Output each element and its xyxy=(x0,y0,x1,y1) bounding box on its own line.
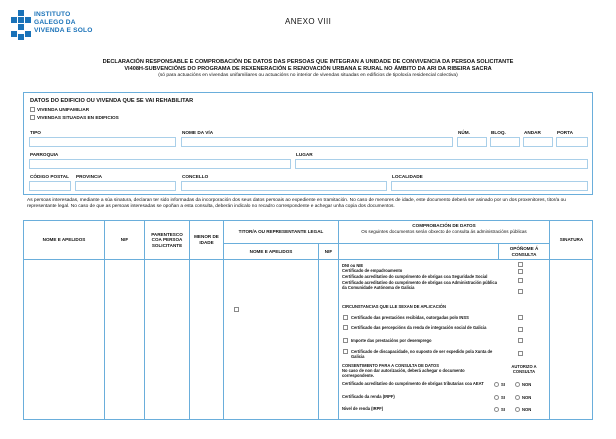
circunstancia-item: Certificado das prestacións recibidas, outorgadas polo INSS xyxy=(351,315,469,320)
si-label: SI xyxy=(501,382,505,387)
oponse-checkbox[interactable] xyxy=(518,262,523,267)
codigo-postal-field[interactable] xyxy=(29,181,71,191)
circunstancia-checkbox[interactable] xyxy=(343,315,348,320)
edificio-section xyxy=(23,92,593,195)
oponse-checkbox[interactable] xyxy=(518,278,523,283)
num-label: NÚM. xyxy=(458,130,470,135)
andar-label: ANDAR xyxy=(524,130,541,135)
option-edificios[interactable] xyxy=(30,115,119,120)
localidade-field[interactable] xyxy=(391,181,588,191)
member-parentesco-cell[interactable] xyxy=(145,260,189,420)
circunstancia-checkbox[interactable] xyxy=(343,325,348,330)
col-parentesco: PARENTESCO COA PERSOA SOLICITANTE xyxy=(151,231,183,248)
circunstancia-item: Certificado de discapacidade, no suposto de ser expedido pola Xunta de Galicia xyxy=(351,349,493,359)
consent-doc: Certificado da renda (IRPF) xyxy=(342,394,395,399)
si-label: SI xyxy=(501,395,505,400)
oponse-checkbox[interactable] xyxy=(518,289,523,294)
num-field[interactable] xyxy=(457,137,487,147)
parroquia-field[interactable] xyxy=(29,159,291,169)
bloq-field[interactable] xyxy=(490,137,520,147)
tipo-label: TIPO xyxy=(30,130,41,135)
non-radio[interactable] xyxy=(515,382,520,387)
non-radio[interactable] xyxy=(515,395,520,400)
col-nome: NOME E APELIDOS xyxy=(42,237,86,243)
provincia-field[interactable] xyxy=(75,181,176,191)
consent-radio-group xyxy=(494,382,531,387)
consent-radio-group xyxy=(494,407,531,412)
checkbox-unifamiliar[interactable] xyxy=(30,107,35,112)
doc-item: DNI ou NIE xyxy=(342,263,364,268)
col-menor: MENOR DE IDADE xyxy=(194,234,219,245)
consent-doc: Certificado acreditativo do cumprimento de obrigas tributarias coa AEAT xyxy=(342,381,484,386)
oponse-checkbox[interactable] xyxy=(518,315,523,320)
concello-label: CONCELLO xyxy=(182,174,209,179)
declaration-text: As persoas interesadas, mediante a súa sinatura, declaran ter sido informadas da incorporación dos seus datos persoais ao expediente en tramitación. No caso de menores de idade, este documento deberá ser asinado por un dos proxenitores, titor/a ou representante legal. No caso de que as persoas interesadas se opoñan a esta consulta, deberán indicalo no recadro correspondente e achegar unha copia dos documentos. xyxy=(27,198,566,210)
si-label: SI xyxy=(501,407,505,412)
xunta-cross-icon xyxy=(10,9,32,41)
option-label: VIVENDAS SITUADAS EN EDIFICIOS xyxy=(37,115,119,120)
si-radio[interactable] xyxy=(494,382,499,387)
circunstancia-item: Certificado das percepcións da renda de integración social de Galicia xyxy=(351,325,487,330)
col-titor-nome: NOME E APELIDOS xyxy=(249,248,293,254)
circunstancias-title: CIRCUNSTANCIAS QUE LLE SEXAN DE APLICACIÓN xyxy=(342,304,446,309)
member-nif-cell[interactable] xyxy=(105,260,144,420)
doc-item: Certificado de empadroamento xyxy=(342,268,403,273)
oponse-checkbox[interactable] xyxy=(518,327,523,332)
nome-via-field[interactable] xyxy=(181,137,453,147)
circunstancia-checkbox[interactable] xyxy=(343,338,348,343)
doc-item: Certificado acreditativo do cumprimento de obrigas coa Seguridade Social xyxy=(342,274,488,279)
consent-radio-group xyxy=(494,395,531,400)
col-titor: TITOR/A OU REPRESENTANTE LEGAL xyxy=(238,229,324,235)
non-label: NON xyxy=(521,407,532,412)
member-name-cell[interactable] xyxy=(25,260,104,420)
procedure-title: VI408H-SUBVENCIÓNS DO PROGRAMA DE REXENERACIÓN E RENOVACIÓN URBANA E RURAL NO ÁMBITO DA ARI DA RIBEIRA SACRA xyxy=(124,66,492,72)
col-nif: NIF xyxy=(120,237,129,243)
codigo-postal-label: CÓDIGO POSTAL xyxy=(30,174,69,179)
col-comprobacion xyxy=(339,223,549,234)
parroquia-label: PARROQUIA xyxy=(30,152,59,157)
col-titor-nif: NIF xyxy=(324,248,333,254)
option-unifamiliar[interactable] xyxy=(30,107,89,112)
logo-text xyxy=(34,11,93,36)
non-radio[interactable] xyxy=(515,407,520,412)
porta-label: PORTA xyxy=(557,130,574,135)
nome-via-label: NOME DA VÍA xyxy=(182,130,214,135)
concello-field[interactable] xyxy=(181,181,387,191)
non-label: NON xyxy=(521,395,532,400)
consentimento-title: CONSENTIMENTO PARA A CONSULTA DE DATOS xyxy=(342,363,439,368)
lugar-field[interactable] xyxy=(295,159,588,169)
consentimento-text: No caso de non dar autorización, deberá achegar o documento correspondente. xyxy=(342,368,465,378)
circunstancia-item: Importe das prestacións por desemprego xyxy=(351,338,432,343)
tipo-field[interactable] xyxy=(29,137,176,147)
autorizo-label: AUTORIZO A CONSULTA xyxy=(511,364,537,374)
titor-name-cell[interactable] xyxy=(224,260,318,420)
titor-nif-cell[interactable] xyxy=(319,260,338,420)
oponse-checkbox[interactable] xyxy=(518,269,523,274)
col-oponse: OPÓÑOME Á CONSULTA xyxy=(509,245,539,257)
localidade-label: LOCALIDADE xyxy=(392,174,423,179)
anexo-title: ANEXO VIII xyxy=(285,17,332,26)
option-label: VIVENDA UNIFAMILIAR xyxy=(37,107,90,112)
andar-field[interactable] xyxy=(523,137,553,147)
comprobacion-title: COMPROBACIÓN DE DATOS xyxy=(412,223,476,228)
checkbox-edificios[interactable] xyxy=(30,115,35,120)
document-title: DECLARACIÓN RESPONSABLE E COMPROBACIÓN DE DATOS DAS PERSOAS QUE INTEGRAN A UNIDADE DE CONVIVENCIA DA PERSOA SOLICITANTE xyxy=(102,59,514,65)
bloq-label: BLOQ. xyxy=(491,130,506,135)
si-radio[interactable] xyxy=(494,407,499,412)
logo xyxy=(10,9,130,45)
non-label: NON xyxy=(521,382,532,387)
provincia-label: PROVINCIA xyxy=(76,174,103,179)
circunstancia-checkbox[interactable] xyxy=(343,349,348,354)
oponse-checkbox[interactable] xyxy=(518,338,523,343)
logo-line: GALEGO DA xyxy=(34,19,76,27)
si-radio[interactable] xyxy=(494,395,499,400)
lugar-label: LUGAR xyxy=(296,152,313,157)
oponse-checkbox[interactable] xyxy=(518,351,523,356)
section-title: DATOS DO EDIFICIO OU VIVENDA QUE SE VAI REHABILITAR xyxy=(30,98,194,104)
logo-line: INSTITUTO xyxy=(34,11,71,18)
members-table xyxy=(23,220,593,420)
logo-line: VIVENDA E SOLO xyxy=(34,27,93,35)
comprobacion-subtitle: Os seguintes documentos serán obxecto de consulta ás administracións públicas xyxy=(361,228,527,234)
col-sinatura: SINATURA xyxy=(559,237,584,243)
doc-item: Certificado acreditativo do cumprimento de obrigas coa Administración pública da Comunidade Autónoma de Galicia xyxy=(342,280,497,290)
doc-list xyxy=(342,263,498,290)
signature-cell[interactable] xyxy=(550,260,593,420)
porta-field[interactable] xyxy=(556,137,588,147)
procedure-note: (só para actuacións en vivendas unifamiliares ou actuacións no interior de vivendas situadas en edificios de tipoloxía residencial colectiva) xyxy=(158,73,458,78)
consent-doc: Nivel de renda (IRPF) xyxy=(342,406,384,411)
